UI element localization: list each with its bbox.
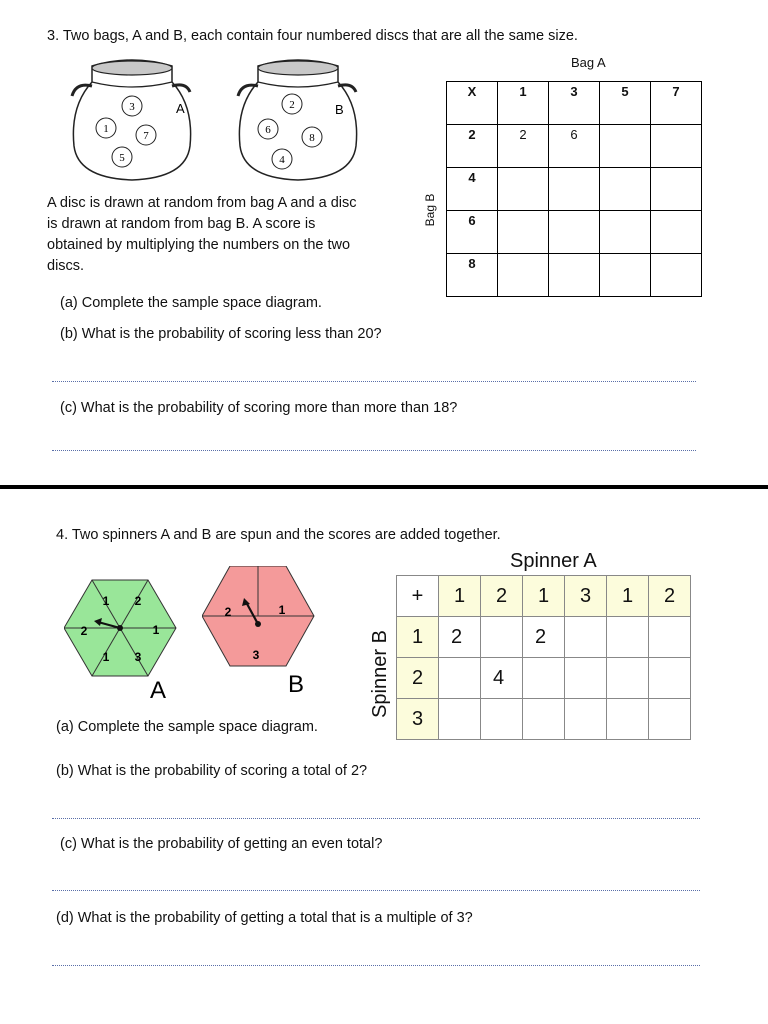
bag-a-illustration: [62, 56, 202, 186]
spinner-a-sector-label: 1: [102, 650, 110, 664]
bag-a-disc-4: 5: [119, 152, 125, 164]
q3-description-line-1: A disc is drawn at random from bag A and a disc: [47, 195, 357, 211]
q4-table-cell[interactable]: 2: [523, 617, 565, 658]
q4-answer-line-b[interactable]: [52, 818, 700, 819]
q3-description-line-2: is drawn at random from bag B. A score is: [47, 216, 316, 232]
q3-table-cell[interactable]: [498, 168, 549, 211]
bag-b-illustration: [228, 56, 368, 186]
bag-b-disc-4: 4: [279, 154, 285, 166]
q4-col-header: 3: [565, 576, 607, 617]
spinner-a-illustration: [64, 570, 184, 700]
q3-table-cell[interactable]: 2: [498, 125, 549, 168]
q4-col-header: 2: [481, 576, 523, 617]
bag-a-disc-1: 3: [129, 101, 135, 113]
q4-table-col-title: Spinner A: [510, 550, 597, 572]
q4-table-cell[interactable]: [565, 617, 607, 658]
q4-table-cell[interactable]: [649, 658, 691, 699]
q4-part-c: (c) What is the probability of getting an even total?: [60, 836, 383, 852]
q3-description: [47, 193, 417, 277]
q3-table-cell[interactable]: [600, 168, 651, 211]
bag-a-disc-3: 7: [143, 130, 149, 142]
bag-b-label: B: [335, 102, 344, 117]
spinner-b-label: B: [287, 671, 305, 698]
q3-table-cell[interactable]: [600, 125, 651, 168]
q4-col-header: 1: [523, 576, 565, 617]
q4-table-cell[interactable]: [607, 617, 649, 658]
q4-table-cell[interactable]: [649, 699, 691, 740]
q4-table-cell[interactable]: [439, 699, 481, 740]
spinner-a-sector-label: 1: [102, 594, 110, 608]
q4-col-header: 2: [649, 576, 691, 617]
q4-table-cell[interactable]: [565, 658, 607, 699]
q3-col-header: 5: [600, 82, 651, 125]
q3-col-header: 1: [498, 82, 549, 125]
q4-table-row-title: Spinner B: [368, 630, 391, 718]
q4-col-header: 1: [439, 576, 481, 617]
q3-table-cell[interactable]: [549, 168, 600, 211]
q4-table-cell[interactable]: [565, 699, 607, 740]
bag-a-disc-2: 1: [103, 123, 109, 135]
spinner-a-label: A: [149, 677, 167, 700]
q4-answer-line-d[interactable]: [52, 965, 700, 966]
q4-row-header: 1: [397, 617, 439, 658]
q3-row-header: 4: [447, 168, 498, 211]
q3-table-cell[interactable]: [651, 254, 702, 297]
q4-answer-line-c[interactable]: [52, 890, 700, 891]
q4-col-header: 1: [607, 576, 649, 617]
spinner-a-sector-label: 2: [134, 594, 142, 608]
spinner-a-sector-label: 2: [80, 624, 88, 638]
q4-sample-space-table: [396, 575, 691, 740]
q4-part-d: (d) What is the probability of getting a total that is a multiple of 3?: [56, 910, 473, 926]
q3-table-cell[interactable]: [549, 254, 600, 297]
q3-description-line-4: discs.: [47, 258, 85, 274]
q3-answer-line-b[interactable]: [52, 381, 696, 382]
q3-question: 3. Two bags, A and B, each contain four numbered discs that are all the same size.: [47, 28, 578, 44]
q3-table-col-title: Bag A: [571, 55, 606, 70]
q3-part-c: (c) What is the probability of scoring more than more than 18?: [60, 400, 458, 416]
q4-table-cell[interactable]: 4: [481, 658, 523, 699]
section-divider: [0, 485, 768, 489]
q3-row-header: 2: [447, 125, 498, 168]
q3-table-cell[interactable]: [651, 168, 702, 211]
q3-row-header: 8: [447, 254, 498, 297]
q4-table-cell[interactable]: [523, 699, 565, 740]
q4-part-a: (a) Complete the sample space diagram.: [56, 719, 318, 735]
q4-row-header: 2: [397, 658, 439, 699]
q4-table-cell[interactable]: [439, 658, 481, 699]
q3-table-corner: X: [447, 82, 498, 125]
q4-part-b: (b) What is the probability of scoring a total of 2?: [56, 763, 368, 779]
q4-table-corner: +: [397, 576, 439, 617]
bag-a-label: A: [176, 101, 185, 116]
q3-table-cell[interactable]: 6: [549, 125, 600, 168]
q3-table-cell[interactable]: [600, 254, 651, 297]
q4-row-header: 3: [397, 699, 439, 740]
q3-col-header: 7: [651, 82, 702, 125]
q3-table-cell[interactable]: [651, 211, 702, 254]
q3-table-cell[interactable]: [498, 211, 549, 254]
q4-question: 4. Two spinners A and B are spun and the scores are added together.: [56, 527, 501, 543]
q4-table-cell[interactable]: [481, 617, 523, 658]
spinner-a-sector-label: 3: [134, 650, 142, 664]
q4-table-cell[interactable]: [481, 699, 523, 740]
q3-table-cell[interactable]: [498, 254, 549, 297]
spinner-a-sector-label: 1: [152, 623, 160, 637]
q4-table-cell[interactable]: [649, 617, 691, 658]
q3-sample-space-table: [446, 81, 702, 297]
q3-description-line-3: obtained by multiplying the numbers on the two: [47, 237, 351, 253]
spinner-b-illustration: [202, 566, 322, 700]
q3-part-b: (b) What is the probability of scoring less than 20?: [60, 326, 382, 342]
bag-b-disc-1: 2: [289, 99, 295, 111]
q4-table-cell[interactable]: [607, 699, 649, 740]
q3-answer-line-c[interactable]: [52, 450, 696, 451]
q3-row-header: 6: [447, 211, 498, 254]
q3-part-a: (a) Complete the sample space diagram.: [60, 295, 322, 311]
bag-b-disc-3: 8: [309, 132, 315, 144]
q4-table-cell[interactable]: [523, 658, 565, 699]
q4-table-cell[interactable]: 2: [439, 617, 481, 658]
spinner-b-sector-label: 1: [278, 603, 286, 617]
bag-b-disc-2: 6: [265, 124, 271, 136]
q3-table-cell[interactable]: [651, 125, 702, 168]
q4-table-cell[interactable]: [607, 658, 649, 699]
q3-col-header: 3: [549, 82, 600, 125]
q3-table-row-title: Bag B: [423, 193, 437, 227]
q3-table-cell[interactable]: [600, 211, 651, 254]
q3-table-cell[interactable]: [549, 211, 600, 254]
spinner-b-sector-label: 3: [252, 648, 260, 662]
spinner-b-sector-label: 2: [224, 605, 232, 619]
